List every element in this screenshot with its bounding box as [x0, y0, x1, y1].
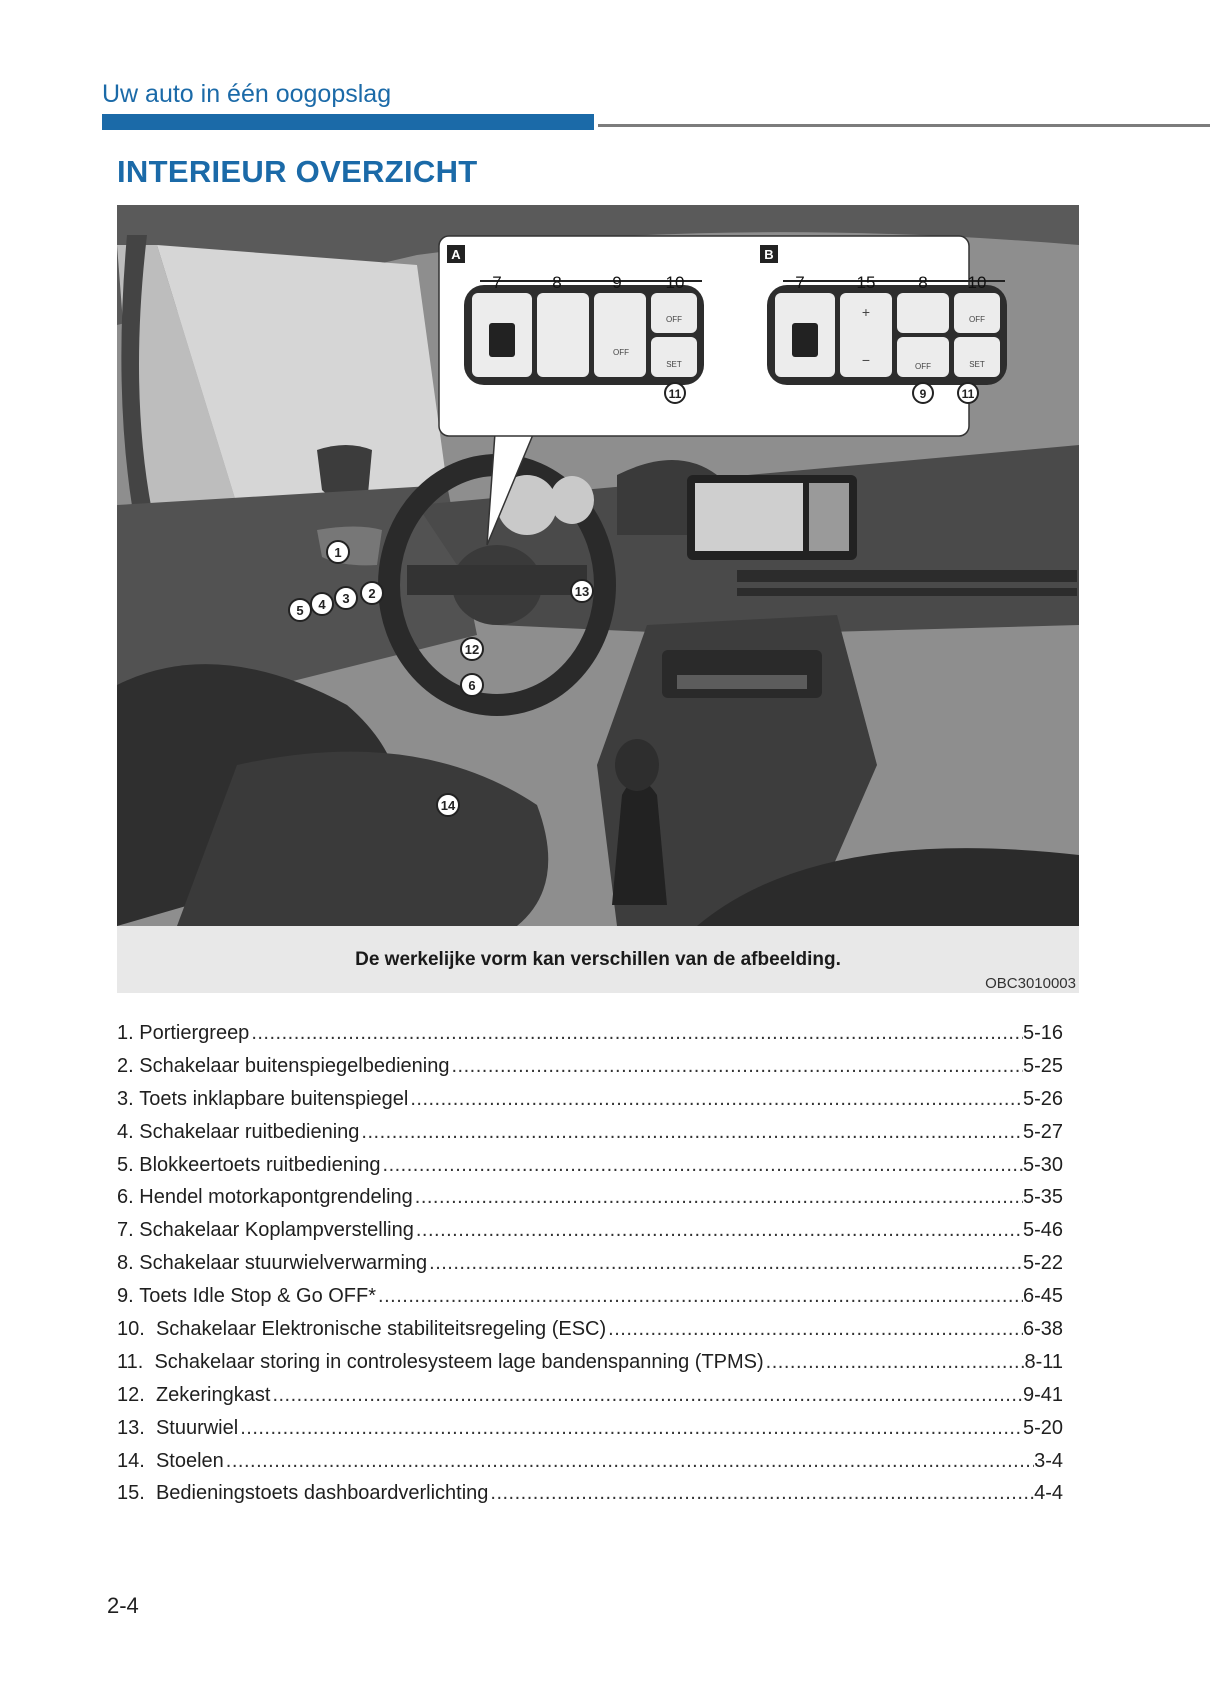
list-item: [117, 1055, 1063, 1088]
list-item: [117, 1088, 1063, 1121]
list-item-page: 5-16: [1022, 1022, 1063, 1044]
list-item-page: 5-20: [1022, 1416, 1063, 1439]
list-item: [117, 1252, 1063, 1285]
list-item: [117, 1318, 1063, 1351]
callout-5: 5: [296, 603, 304, 618]
leader-dots: [764, 1351, 1025, 1374]
list-item: [117, 1482, 1063, 1515]
callout-a-7: 7: [492, 273, 502, 292]
tpms-set-label-b: SET: [969, 360, 985, 369]
list-item-label: Stuurwiel: [155, 1416, 239, 1439]
list-item-page: 4-4: [1034, 1482, 1063, 1505]
list-item-page: 6-38: [1022, 1318, 1063, 1341]
list-item-number: 2.: [117, 1054, 134, 1077]
callout-b-11: 11: [961, 387, 975, 401]
list-item-number: 13.: [117, 1416, 145, 1439]
list-item: [117, 1384, 1063, 1417]
callout-b-10: 10: [967, 273, 987, 292]
header-rule-blue: [102, 114, 594, 130]
list-item: [117, 1219, 1063, 1252]
list-item-number: 8.: [117, 1252, 134, 1275]
svg-text:+: +: [861, 304, 871, 320]
leader-dots: [359, 1121, 1023, 1144]
list-item-number: 3.: [117, 1087, 134, 1110]
page-heading: INTERIEUR OVERZICHT: [117, 154, 478, 189]
callout-b-8: 8: [918, 273, 928, 292]
list-item-page: 5-35: [1022, 1186, 1063, 1209]
list-item-label: Zekeringkast: [155, 1383, 271, 1406]
list-item-label: Schakelaar Elektronische stabiliteitsregeling (ESC): [155, 1318, 607, 1341]
list-item-label: Schakelaar ruitbediening: [139, 1120, 360, 1143]
leader-dots: [249, 1022, 1023, 1045]
list-item-label: Schakelaar storing in controlesysteem lage bandenspanning (TPMS): [154, 1350, 764, 1373]
leader-dots: [413, 1186, 1023, 1209]
list-item-number: 5.: [117, 1153, 134, 1176]
inset-a-label: A: [451, 247, 461, 262]
list-item-number: 12.: [117, 1383, 145, 1406]
callout-a-11: 11: [668, 387, 682, 401]
callout-2: 2: [368, 586, 376, 601]
list-item-page: 8-11: [1024, 1350, 1063, 1373]
leader-dots: [381, 1154, 1023, 1177]
list-item-label: Schakelaar Koplampverstelling: [139, 1219, 414, 1242]
leader-dots: [449, 1055, 1022, 1078]
list-item: [117, 1450, 1063, 1483]
callout-b-9: 9: [919, 387, 927, 401]
list-item-label: Bedieningstoets dashboardverlichting: [155, 1482, 489, 1505]
list-item: [117, 1121, 1063, 1154]
list-item-label: Blokkeertoets ruitbediening: [139, 1153, 381, 1176]
list-item: [117, 1285, 1063, 1318]
callout-1: 1: [334, 545, 342, 560]
callout-a-8: 8: [552, 273, 562, 292]
leader-dots: [427, 1252, 1023, 1275]
leader-dots: [488, 1482, 1034, 1505]
list-item-page: 5-30: [1022, 1153, 1063, 1176]
interior-figure: [117, 205, 1079, 993]
figure-ref-code: OBC3010003: [985, 975, 1076, 992]
esc-off-label-a: OFF: [666, 315, 682, 324]
list-item-page: 5-27: [1022, 1120, 1063, 1143]
callout-6: 6: [468, 678, 476, 693]
list-item-label: Portiergreep: [139, 1022, 250, 1044]
figure-caption: De werkelijke vorm kan verschillen van de afbeelding.: [355, 949, 841, 970]
leader-dots: [414, 1219, 1023, 1242]
callout-14: 14: [440, 798, 456, 813]
list-item-page: 5-46: [1022, 1219, 1063, 1242]
inset-b-label: B: [764, 247, 774, 262]
leader-dots: [224, 1450, 1034, 1473]
callout-3: 3: [342, 591, 350, 606]
list-item-label: Schakelaar buitenspiegelbediening: [139, 1054, 450, 1077]
leader-dots: [606, 1318, 1023, 1341]
list-item-page: 5-26: [1022, 1087, 1063, 1110]
list-item: [117, 1351, 1063, 1384]
leader-dots: [408, 1088, 1023, 1111]
callout-a-10: 10: [665, 273, 685, 292]
header-rule-gray: [598, 124, 1210, 127]
idle-off-label-b: OFF: [915, 362, 931, 371]
list-item: [117, 1186, 1063, 1219]
list-item-page: 5-22: [1022, 1252, 1063, 1275]
list-item: [117, 1417, 1063, 1450]
callout-4: 4: [318, 597, 326, 612]
list-item-page: 5-25: [1022, 1054, 1063, 1077]
list-item: [117, 1022, 1063, 1055]
callout-12: 12: [464, 642, 480, 657]
callout-a-9: 9: [612, 273, 622, 292]
page-number: 2-4: [107, 1593, 139, 1618]
idle-off-label-a: OFF: [613, 348, 629, 357]
list-item-label: Hendel motorkapontgrendeling: [139, 1186, 413, 1209]
list-item-number: 15.: [117, 1482, 145, 1505]
list-item: [117, 1154, 1063, 1187]
list-item-label: Stoelen: [155, 1449, 224, 1472]
callout-b-15: 15: [856, 273, 876, 292]
list-item-number: 7.: [117, 1219, 134, 1242]
list-item-number: 1.: [117, 1022, 134, 1044]
list-item-label: Toets Idle Stop & Go OFF*: [139, 1285, 377, 1308]
svg-text:−: −: [861, 352, 871, 368]
esc-off-label-b: OFF: [969, 315, 985, 324]
list-item-number: 14.: [117, 1449, 145, 1472]
list-item-page: 3-4: [1034, 1449, 1063, 1472]
leader-dots: [376, 1285, 1023, 1308]
leader-dots: [270, 1384, 1023, 1407]
list-item-number: 6.: [117, 1186, 134, 1209]
list-item-number: 4.: [117, 1120, 134, 1143]
list-item-label: Toets inklapbare buitenspiegel: [139, 1087, 409, 1110]
list-item-number: 10.: [117, 1318, 145, 1341]
list-item-page: 6-45: [1022, 1285, 1063, 1308]
interior-photo: [117, 205, 1079, 926]
section-title: Uw auto in één oogopslag: [102, 80, 392, 108]
component-list: [117, 1022, 1063, 1515]
list-item-page: 9-41: [1022, 1383, 1063, 1406]
callout-b-7: 7: [795, 273, 805, 292]
leader-dots: [238, 1417, 1023, 1440]
tpms-set-label-a: SET: [666, 360, 682, 369]
list-item-number: 9.: [117, 1285, 134, 1308]
callout-13: 13: [574, 584, 590, 599]
list-item-label: Schakelaar stuurwielverwarming: [139, 1252, 428, 1275]
list-item-number: 11.: [117, 1350, 144, 1373]
